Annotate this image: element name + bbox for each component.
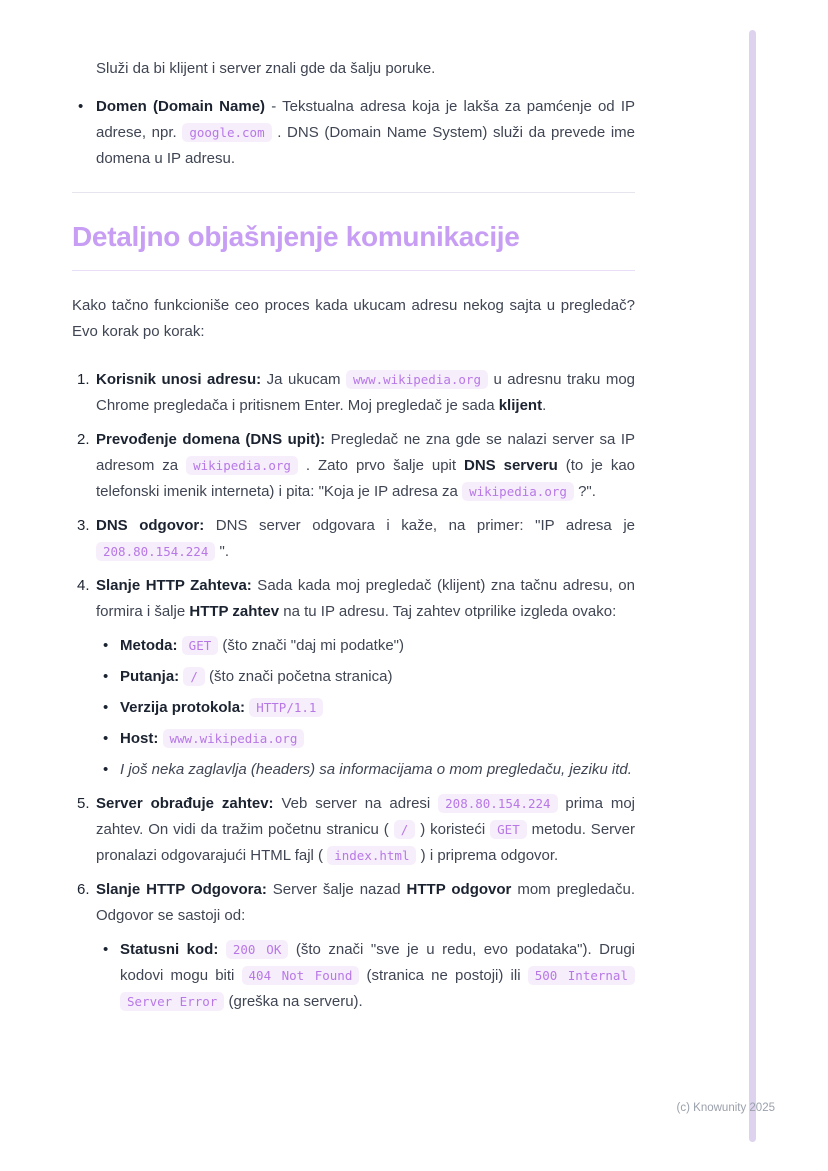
list-item [103, 757, 635, 783]
bullet-marker: • [103, 668, 109, 685]
section-title: Detaljno objašnjenje komunikacije [72, 219, 635, 271]
inline-code: www.wikipedia.org [163, 729, 305, 748]
section-divider [72, 192, 635, 193]
inline-code: GET [182, 636, 219, 655]
list-number: 4. [77, 577, 90, 594]
italic-text: I još neka zaglavlja (headers) sa informacijama o mom pregledaču, jeziku itd. [120, 761, 632, 778]
step-text: Korisnik unosi adresu: Ja ukucam www.wikipedia.org u adresnu traku mog Chrome pregledača i pritisnem Enter. Moj pregledač je sada klijent. [96, 371, 635, 414]
sub-item-text: Statusni kod: 200 OK (što znači "sve je u redu, evo podataka"). Drugi kodovi mogu biti 404 Not Found (stranica ne postoji) ili 500 Internal Server Error (greška na serveru). [120, 941, 636, 1010]
copyright-notice: (c) Knowunity 2025 [676, 1102, 775, 1114]
list-item [103, 664, 635, 690]
inline-code: wikipedia.org [462, 482, 574, 501]
step-text: Prevođenje domena (DNS upit): Pregledač ne zna gde se nalazi server sa IP adresom za wikipedia.org . Zato prvo šalje upit DNS serveru (to je kao telefonski imenik interneta) i pita: "Koja je IP adresa za wikipedia.org ?". [96, 431, 636, 500]
inline-code: 200 OK [226, 940, 289, 959]
inline-code: / [183, 667, 205, 686]
section-intro-paragraph: Kako tačno funkcioniše ceo proces kada ukucam adresu nekog sajta u pregledač? Evo korak po korak: [72, 297, 635, 340]
bold-text: Slanje HTTP Zahteva: [96, 577, 252, 594]
ordered-steps-list [72, 367, 635, 1015]
bold-text: Statusni kod: [120, 941, 219, 958]
sub-item-text: Metoda: GET (što znači "daj mi podatke") [120, 637, 404, 654]
bullet-marker: • [103, 637, 109, 654]
inline-code: www.wikipedia.org [346, 370, 488, 389]
inline-code: GET [490, 820, 527, 839]
sub-item-text [120, 757, 635, 783]
bullet-marker: • [103, 761, 109, 778]
sub-bullet-list [103, 633, 635, 783]
list-item [103, 937, 635, 1015]
list-item [103, 695, 635, 721]
step-text: Slanje HTTP Zahteva: Sada kada moj pregledač (klijent) zna tačnu adresu, on formira i šalje HTTP zahtev na tu IP adresu. Taj zahtev otprilike izgleda ovako: [96, 577, 635, 620]
bold-text: Slanje HTTP Odgovora: [96, 881, 267, 898]
sub-bullet-list [103, 937, 635, 1015]
list-number: 1. [77, 371, 90, 388]
inline-code: index.html [327, 846, 416, 865]
inline-code: 404 Not Found [242, 966, 360, 985]
list-item [72, 877, 635, 1015]
inline-code: / [394, 820, 416, 839]
bold-text: Server obrađuje zahtev: [96, 795, 274, 812]
list-item [72, 791, 635, 869]
list-item-domain [72, 94, 635, 172]
inline-code: HTTP/1.1 [249, 698, 323, 717]
list-item [103, 633, 635, 659]
bullet-marker: • [78, 98, 84, 115]
list-item [72, 427, 635, 505]
bold-text: Putanja: [120, 668, 180, 685]
bold-text: Korisnik unosi adresu: [96, 371, 262, 388]
bold-text: Metoda: [120, 637, 178, 654]
sub-item-text: Putanja: / (što znači početna stranica) [120, 668, 393, 685]
bold-text: Prevođenje domena (DNS upit): [96, 431, 326, 448]
bullet-marker: • [103, 941, 109, 958]
list-item [103, 726, 635, 752]
inline-code: wikipedia.org [186, 456, 298, 475]
document-content [72, 34, 635, 1015]
list-item-text: Domen (Domain Name) - Tekstualna adresa koja je lakša za pamćenje od IP adrese, npr. google.com . DNS (Domain Name System) služi da prevede ime domena u IP adresu. [96, 98, 635, 167]
bold-text: Domen (Domain Name) [96, 98, 266, 115]
list-number: 6. [77, 881, 90, 898]
bold-text: HTTP zahtev [189, 603, 280, 620]
bold-text: Host: [120, 730, 159, 747]
bullet-marker: • [103, 699, 109, 716]
inline-code: 500 Internal Server Error [120, 966, 635, 1011]
sub-item-text [120, 726, 635, 752]
list-item [72, 573, 635, 783]
step-text: Server obrađuje zahtev: Veb server na adresi 208.80.154.224 prima moj zahtev. On vidi da tražim početnu stranicu ( / ) koristeći GET metodu. Server pronalazi odgovarajući HTML fajl ( index.html ) i priprema odgovor. [96, 795, 636, 864]
list-item [72, 367, 635, 419]
inline-code: google.com [182, 123, 271, 142]
list-number: 5. [77, 795, 90, 812]
inline-code: 208.80.154.224 [96, 542, 215, 561]
bold-text: HTTP odgovor [406, 881, 512, 898]
bold-text: DNS serveru [463, 457, 558, 474]
sub-item-text [120, 695, 635, 721]
list-item [72, 513, 635, 565]
step-text: Slanje HTTP Odgovora: Server šalje nazad HTTP odgovor mom pregledaču. Odgovor se sastoji od: [96, 881, 635, 924]
paragraph-continuation: Služi da bi klijent i server znali gde da šalju poruke. [96, 60, 436, 77]
bold-text: klijent [498, 397, 543, 414]
inline-code: 208.80.154.224 [438, 794, 557, 813]
scrollbar[interactable] [749, 30, 756, 1142]
bullet-marker: • [103, 730, 109, 747]
list-number: 2. [77, 431, 90, 448]
bold-text: DNS odgovor: [96, 517, 205, 534]
list-number: 3. [77, 517, 90, 534]
bold-text: Verzija protokola: [120, 699, 246, 716]
step-text: DNS odgovor: DNS server odgovara i kaže, na primer: "IP adresa je 208.80.154.224 ". [96, 517, 635, 560]
